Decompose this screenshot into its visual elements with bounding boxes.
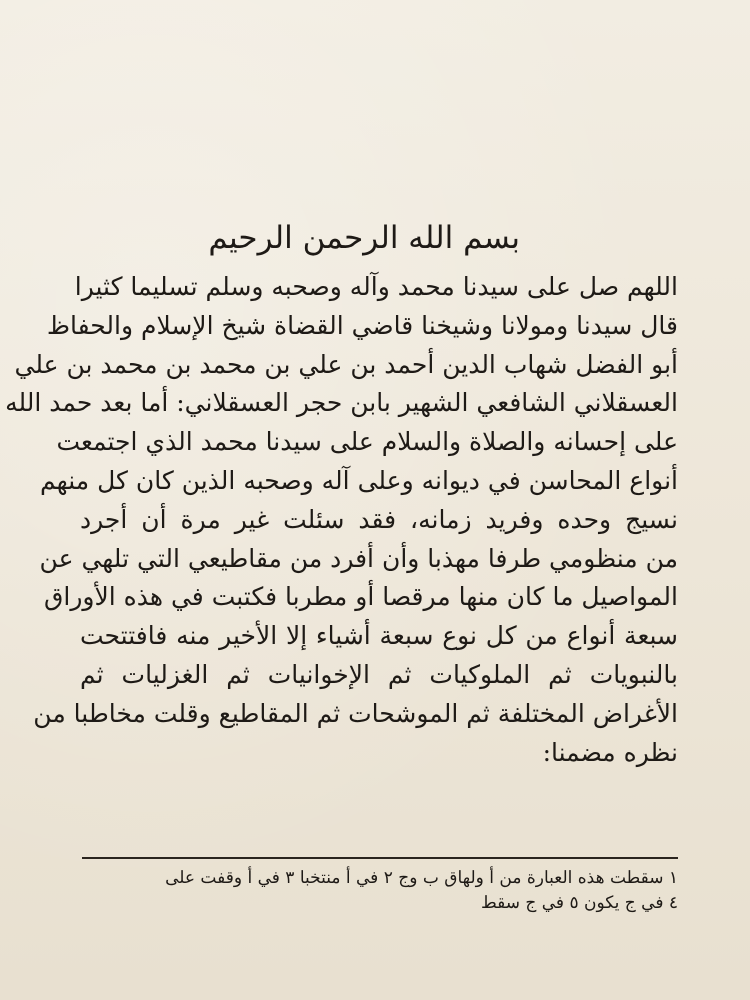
footnotes-block [110,866,678,916]
text-line: من منظومي طرفا مهذبا وأن أفرد من مقاطيعي التي تلهي عن [39,543,678,573]
text-line: العسقلاني الشافعي الشهير بابن حجر العسقلاني: أما بعد حمد الله [5,388,678,418]
text-line: أنواع المحاسن في ديوانه وعلى آله وصحبه الذين كان كل منهم [40,465,678,495]
text-line-final: نظره مضمنا: [542,737,678,767]
text-line: سبعة أنواع من كل نوع سبعة أشياء إلا الأخير منه فافتتحت [80,621,678,651]
text-line: أبو الفضل شهاب الدين أحمد بن علي بن محمد بن محمد بن علي [14,349,678,379]
text-line: قال سيدنا ومولانا وشيخنا قاضي القضاة شيخ الإسلام والحفاظ [46,310,678,340]
text-line: على إحسانه والصلاة والسلام على سيدنا محمد الذي اجتمعت [56,427,678,457]
footnote-line: ١ سقطت هذه العبارة من أ ولهاق ب وج ٢ في أ منتخبا ٣ في أ وقفت على [165,868,678,888]
text-line: اللهم صل على سيدنا محمد وآله وصحبه وسلم تسليما كثيرا [74,272,678,301]
text-line: نسيج وحده وفريد زمانه، فقد سئلت غير مرة أن أجرد [80,504,678,534]
footnote-line: ٤ في ج يكون ٥ في ج سقط [480,893,678,913]
footnote-divider [82,857,678,859]
basmala-heading: بسم الله الرحمن الرحيم [208,220,520,256]
text-line: بالنبويات ثم الملوكيات ثم الإخوانيات ثم الغزليات ثم [80,659,678,689]
text-line: الأغراض المختلفة ثم الموشحات ثم المقاطيع وقلت مخاطبا من [33,698,678,728]
main-text-block [5,268,678,772]
text-line: المواصيل ما كان منها مرقصا أو مطربا فكتبت في هذه الأوراق [43,582,678,612]
